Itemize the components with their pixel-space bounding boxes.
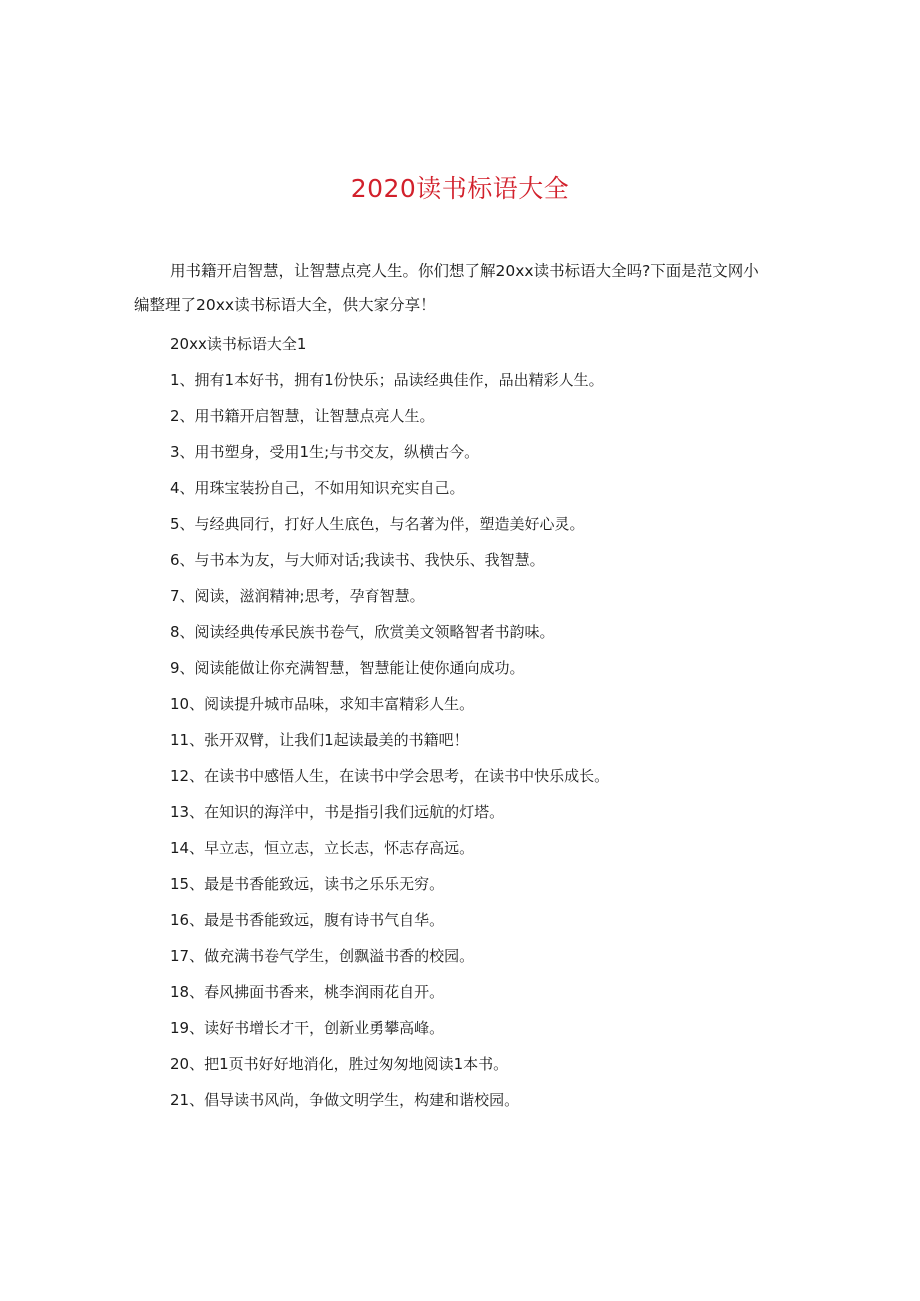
list-item: 19、读好书增长才干，创新业勇攀高峰。 xyxy=(170,1019,445,1037)
list-item: 20、把1页书好好地消化，胜过匆匆地阅读1本书。 xyxy=(170,1055,509,1073)
list-item: 18、春风拂面书香来，桃李润雨花自开。 xyxy=(170,983,445,1001)
list-item: 10、阅读提升城市品味，求知丰富精彩人生。 xyxy=(170,695,475,713)
list-item: 12、在读书中感悟人生，在读书中学会思考，在读书中快乐成长。 xyxy=(170,767,610,785)
list-item: 1、拥有1本好书，拥有1份快乐；品读经典佳作，品出精彩人生。 xyxy=(170,371,604,389)
list-item: 8、阅读经典传承民族书卷气，欣赏美文领略智者书韵味。 xyxy=(170,623,555,641)
list-item: 11、张开双臂，让我们1起读最美的书籍吧！ xyxy=(170,731,469,749)
list-item: 13、在知识的海洋中，书是指引我们远航的灯塔。 xyxy=(170,803,505,821)
list-item: 17、做充满书卷气学生，创飘溢书香的校园。 xyxy=(170,947,475,965)
list-item: 14、早立志，恒立志，立长志，怀志存高远。 xyxy=(170,839,475,857)
slogan-list xyxy=(170,366,790,1122)
list-item: 16、最是书香能致远，腹有诗书气自华。 xyxy=(170,911,445,929)
list-item: 3、用书塑身，受用1生;与书交友，纵横古今。 xyxy=(170,443,480,461)
list-item: 9、阅读能做让你充满智慧，智慧能让使你通向成功。 xyxy=(170,659,525,677)
section-heading: 20xx读书标语大全1 xyxy=(170,335,307,353)
intro-paragraph: 用书籍开启智慧，让智慧点亮人生。你们想了解20xx读书标语大全吗?下面是范文网小编整理了20xx读书标语大全，供大家分享！ xyxy=(134,262,759,314)
list-item: 6、与书本为友，与大师对话;我读书、我快乐、我智慧。 xyxy=(170,551,545,569)
list-item: 5、与经典同行，打好人生底色，与名著为伴，塑造美好心灵。 xyxy=(170,515,585,533)
list-item: 4、用珠宝装扮自己，不如用知识充实自己。 xyxy=(170,479,465,497)
list-item: 15、最是书香能致远，读书之乐乐无穷。 xyxy=(170,875,445,893)
list-item: 7、阅读，滋润精神;思考，孕育智慧。 xyxy=(170,587,425,605)
page-title: 2020读书标语大全 xyxy=(350,174,570,203)
list-item: 2、用书籍开启智慧，让智慧点亮人生。 xyxy=(170,407,435,425)
list-item: 21、倡导读书风尚，争做文明学生，构建和谐校园。 xyxy=(170,1091,520,1109)
